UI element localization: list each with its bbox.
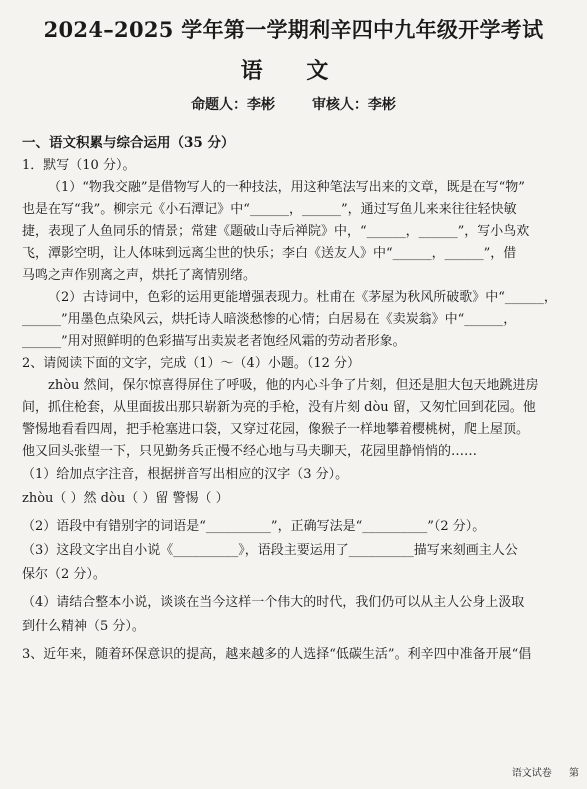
author-info (0, 94, 587, 114)
passage-line: 他又回头张望一下，只见勤务兵正慢不经心地与马夫聊天，花园里静悄悄的…… (22, 444, 478, 459)
passage-line: 警惕地看看四周，把手枪塞进口袋，又穿过花园，像猴子一样地攀着樱桃树，爬上屋顶。 (22, 422, 530, 437)
question-2-heading: 2、请阅读下面的文字，完成（1）～（4）小题。（12 分） (22, 356, 360, 371)
footer-page: 第 (569, 768, 579, 779)
text-line: （2）古诗词中，色彩的运用更能增强表现力。杜甫在《茅屋为秋风所破歌》中“______， (48, 290, 557, 305)
subquestion-3: （3）这段文字出自小说《__________》，语段主要运用了__________描写来刻画主人公 (22, 543, 518, 558)
question-3-heading: 3、近年来，随着环保意识的提高，越来越多的人选择“低碳生活”。利辛四中准备开展“倡 (22, 647, 532, 662)
passage-line: zhòu 然间，保尔惊喜得屏住了呼吸，他的内心斗争了片刻，但还是胆大包天地跳进房 (48, 378, 539, 393)
text-line: 也是在写“我”。柳宗元《小石潭记》中“______，______”，通过写鱼儿来来往往轻快敏 (22, 202, 517, 217)
text-line: （1）“物我交融”是借物写人的一种技法，用这种笔法写出来的文章，既是在写“物” (48, 180, 525, 195)
reviewer-name: 审核人：李彬 (311, 97, 396, 113)
exam-content (22, 131, 575, 667)
author-name: 命题人：李彬 (191, 97, 276, 113)
passage-line: 间，抓住枪套，从里面拔出那只崭新为亮的手枪，没有片刻 dòu 留，又匆忙回到花园。他 (22, 400, 536, 415)
text-line: 飞，潭影空明，让人体味到远离尘世的快乐；李白《送友人》中“______，______”，借 (22, 246, 517, 261)
section-heading: 一、语文积累与综合运用（35 分） (22, 135, 235, 151)
text-line: 马鸣之声作别离之声，烘托了离情别绪。 (22, 268, 257, 283)
question-1-heading: 1．默写（10 分）。 (22, 158, 136, 173)
footer-label: 语文试卷 (511, 768, 552, 779)
exam-title: 2024–2025 学年第一学期利辛四中九年级开学考试 (43, 17, 544, 42)
subquestion-2: （2）语段中有错别字的词语是“__________”，正确写法是“__________”（2 分）。 (22, 519, 486, 534)
text-line: ______”用墨色点染风云，烘托诗人暗淡愁惨的心情；白居易在《卖炭翁》中“______， (22, 312, 517, 327)
pinyin-blanks: zhòu（ ）然 dòu（ ）留 警惕（ ） (22, 491, 229, 506)
subquestion-1: （1）给加点字注音，根据拼音写出相应的汉字（3 分）。 (22, 467, 349, 482)
page-footer (498, 764, 579, 779)
subquestion-3-cont: 保尔（2 分）。 (22, 567, 106, 582)
subquestion-4: （4）请结合整本小说，谈谈在当今这样一个伟大的时代，我们仍可以从主人公身上汲取 (22, 595, 525, 610)
text-line: ______”用对照鲜明的色彩描写出卖炭老者饱经风霜的劳动者形象。 (22, 334, 406, 349)
text-line: 捷，表现了人鱼同乐的情景；常建《题破山寺后禅院》中，“______，______”，写小鸟欢 (22, 224, 530, 239)
subquestion-4-cont: 到什么精神（5 分）。 (22, 619, 145, 634)
subject-title: 语 文 (240, 58, 347, 84)
